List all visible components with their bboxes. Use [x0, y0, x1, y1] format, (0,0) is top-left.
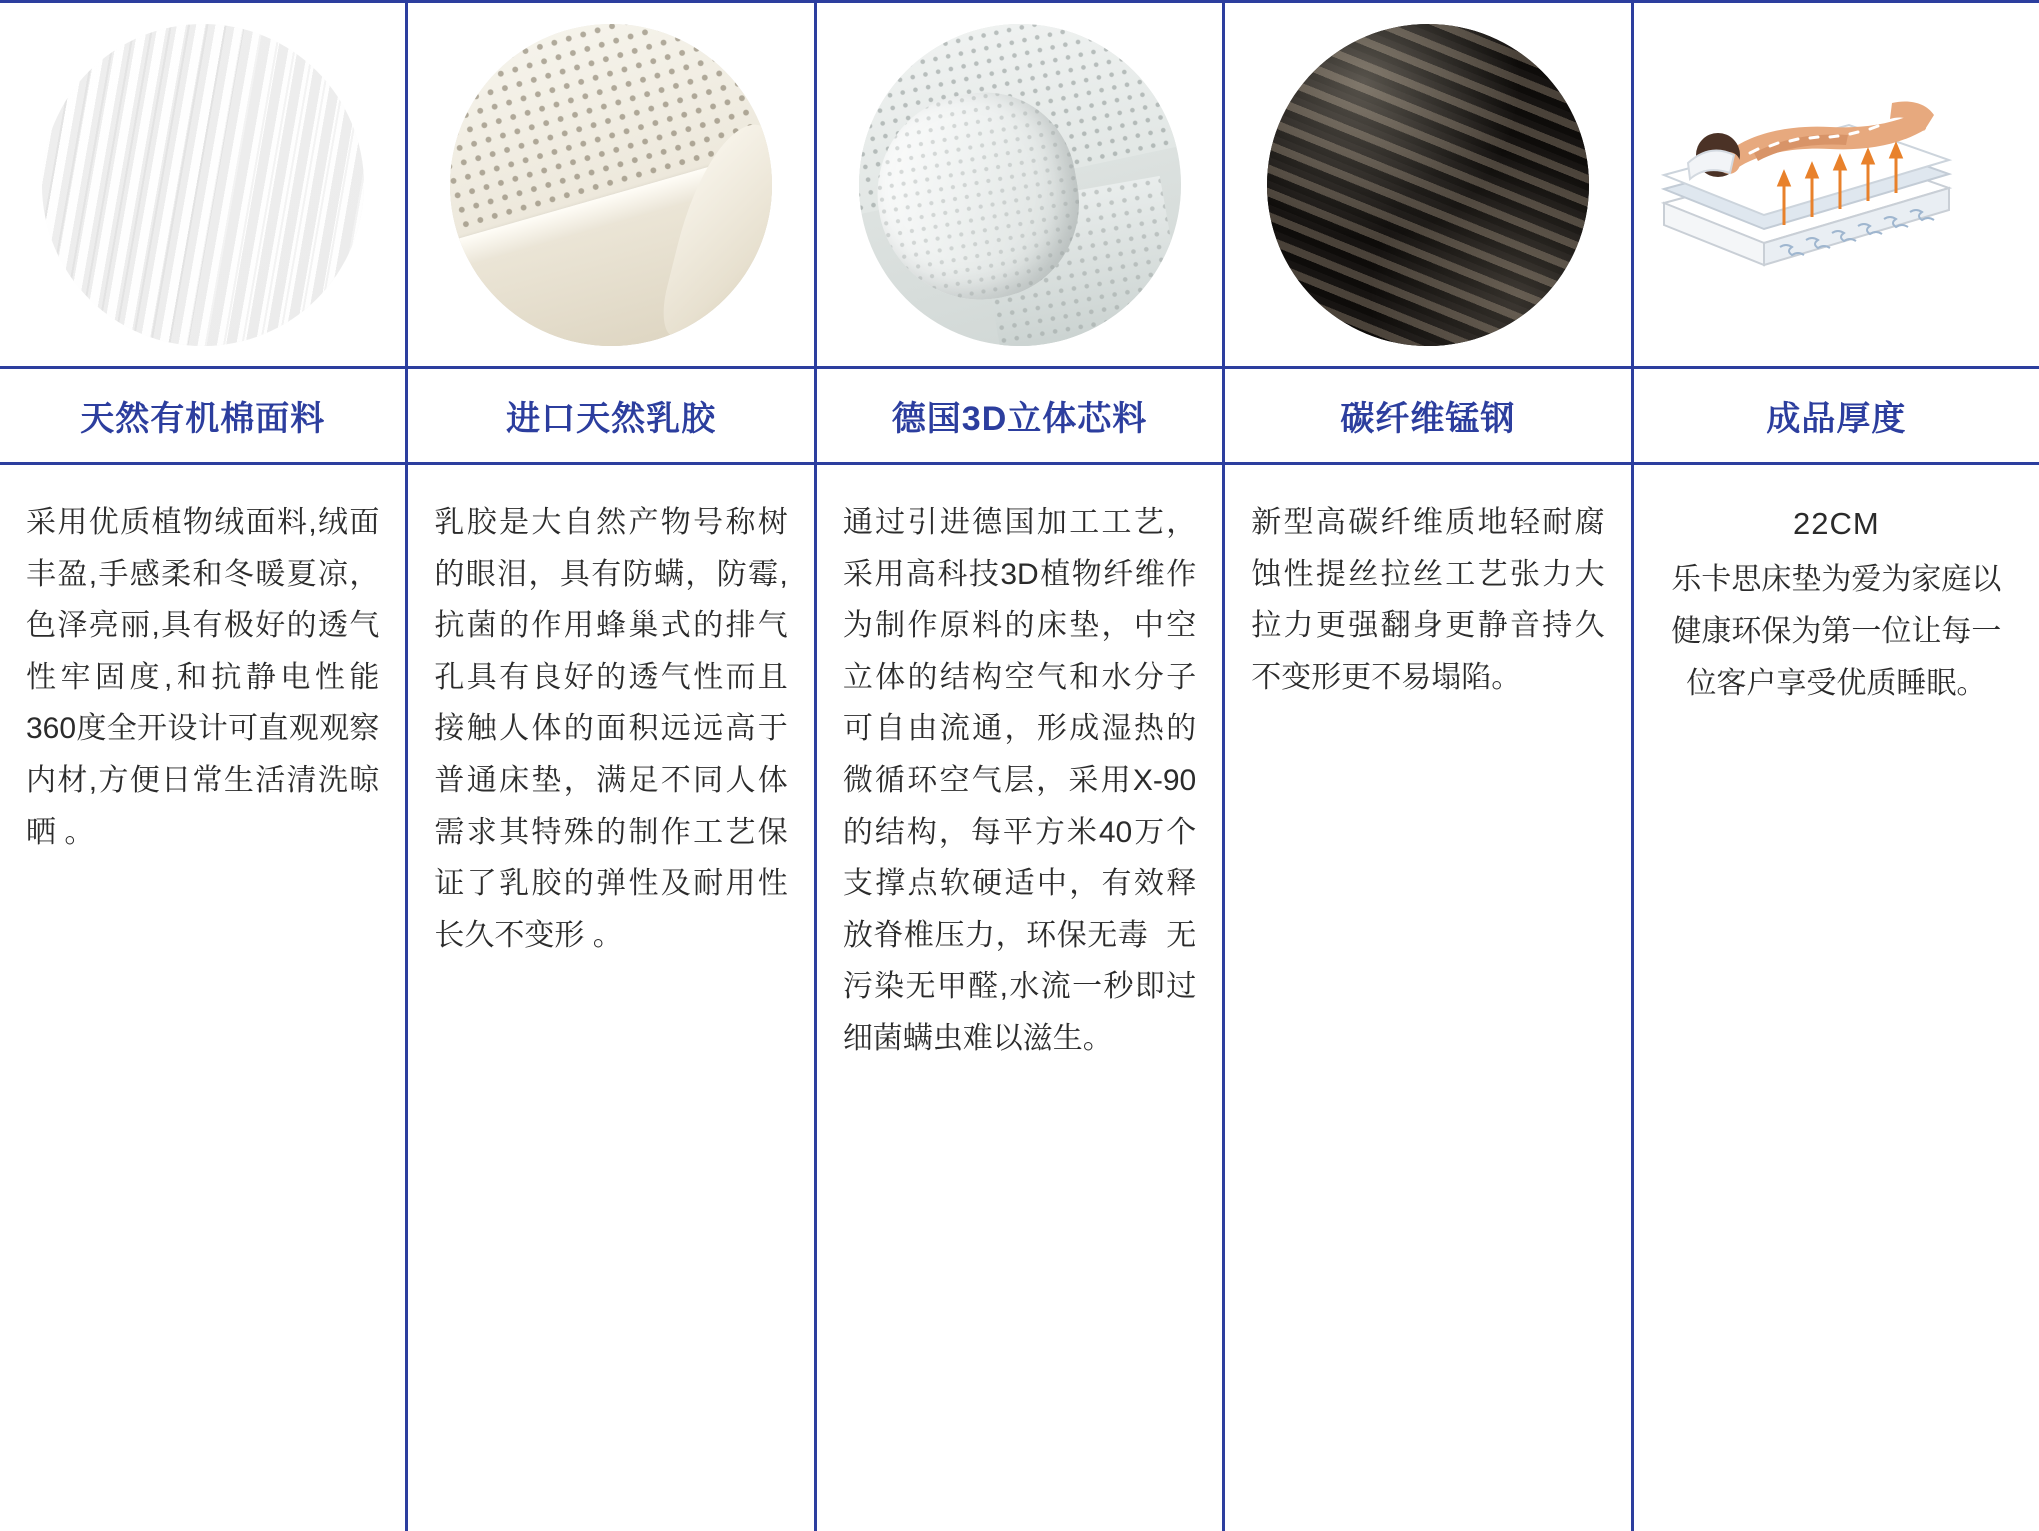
feature-title: 碳纤维锰钢 — [1340, 400, 1516, 438]
body-cell — [0, 465, 405, 1531]
carbon-fiber-manganese-steel-photo — [1267, 24, 1589, 346]
mesh-texture-icon — [859, 24, 1181, 346]
fabric-texture-icon — [42, 24, 364, 346]
title-cell — [1225, 369, 1630, 465]
image-cell — [1225, 3, 1630, 369]
feature-description: 采用优质植物绒面料,绒面丰盈,手感柔和冬暖夏凉，色泽亮丽,具有极好的透气性牢固度,和抗静电性能360度全开设计可直观观察内材,方便日常生活清洗晾晒 。 — [26, 506, 380, 849]
title-cell — [0, 369, 405, 465]
body-cell — [1634, 465, 2039, 1531]
title-cell — [408, 369, 813, 465]
feature-columns — [0, 3, 2039, 1531]
body-cell — [1225, 465, 1630, 1531]
feature-title: 进口天然乳胶 — [506, 400, 717, 438]
body-cell — [408, 465, 813, 1531]
title-cell — [817, 369, 1222, 465]
image-cell — [817, 3, 1222, 369]
natural-latex-photo — [450, 24, 772, 346]
german-3d-core-photo — [859, 24, 1181, 346]
thickness-value: 22CM — [1792, 506, 1880, 541]
feature-column-3d-core — [817, 3, 1225, 1531]
feature-column-natural-latex — [408, 3, 816, 1531]
person-on-mattress-icon — [1634, 3, 1964, 303]
feature-description: 新型高碳纤维质地轻耐腐蚀性提丝拉丝工艺张力大拉力更强翻身更静音持久不变形更不易塌陷。 — [1251, 506, 1605, 694]
feature-description: 乐卡思床垫为爱为家庭以健康环保为第一位让每一位客户享受优质睡眠。 — [1671, 563, 2002, 700]
body-cell — [817, 465, 1222, 1531]
feature-description: 通过引进德国加工工艺，采用高科技3D植物纤维作为制作原料的床垫，中空立体的结构空气和水分子可自由流通，形成湿热的微循环空气层，采用X-90的结构，每平方米40万个支撑点软硬适中，有效释放脊椎压力，环保无毒 无污染无甲醛,水流一秒即过细菌螨虫难以滋生。 — [842, 506, 1197, 1055]
finished-thickness-illustration — [1634, 3, 2039, 366]
feature-column-organic-cotton — [0, 3, 408, 1531]
organic-cotton-fabric-photo — [42, 24, 364, 346]
image-cell — [1634, 3, 2039, 369]
feature-title: 天然有机棉面料 — [80, 400, 326, 438]
feature-column-carbon-steel — [1225, 3, 1633, 1531]
feature-description: 乳胶是大自然产物号称树的眼泪，具有防螨，防霉,抗菌的作用蜂巢式的排气孔具有良好的透气性而且接触人体的面积远远高于普通床垫，满足不同人体需求其特殊的制作工艺保证了乳胶的弹性及耐用性长久不变形 。 — [434, 506, 788, 952]
image-cell — [408, 3, 813, 369]
feature-column-thickness — [1634, 3, 2039, 1531]
latex-texture-icon — [450, 24, 772, 346]
feature-title: 德国3D立体芯料 — [891, 400, 1148, 438]
image-cell — [0, 3, 405, 369]
title-cell — [1634, 369, 2039, 465]
feature-title: 成品厚度 — [1766, 400, 1907, 438]
carbon-weave-icon — [1267, 24, 1589, 346]
